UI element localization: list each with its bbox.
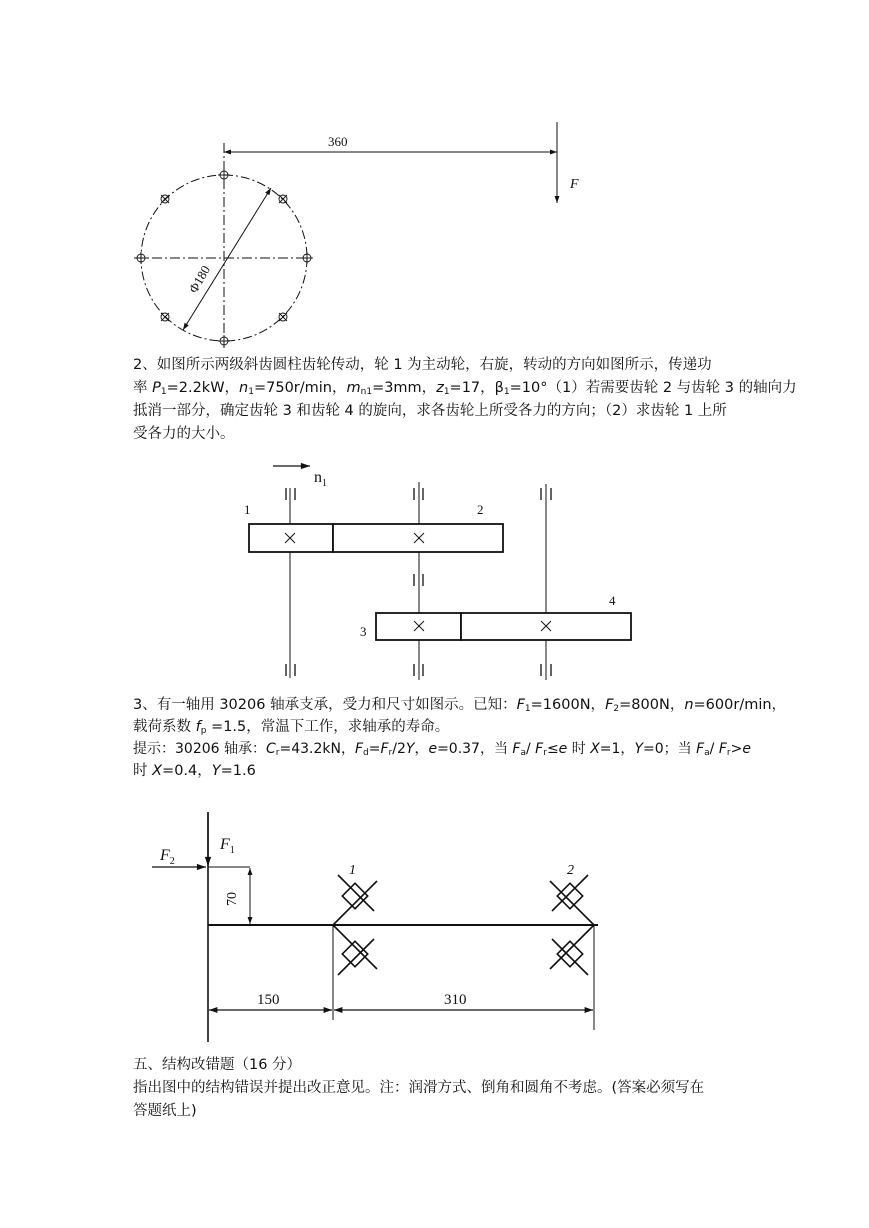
- bearing-1-label: 1: [349, 863, 356, 878]
- problem3-line1: 3、有一轴用 30206 轴承支承，受力和尺寸如图示。已知：$F_1=1600N$，$F_2=800N$，n=600r/min，: [133, 697, 787, 714]
- problem2-line2: 率 $P_1=2.2kW$，$n_1=750r/\min$，$m_{n1}=3mm$，$z_1=17$，$\beta_1=10^\circ(1)$若需要齿轮 2 与齿轮 3 的轴向力: [133, 380, 797, 397]
- dim70-label: 70: [225, 892, 240, 906]
- diameter-dimension-line: [183, 188, 271, 330]
- shaft-bearing-figure: [152, 812, 598, 1042]
- problem2-line4: 受各力的大小。: [133, 426, 235, 442]
- force-f-label: F: [570, 177, 579, 192]
- gear-1-label: 1: [244, 502, 251, 517]
- gear-1: [249, 524, 333, 552]
- section5-line2: 答题纸上): [133, 1103, 197, 1119]
- problem2-line1: 2、如图所示两级斜齿圆柱齿轮传动，轮 1 为主动轮，右旋，转动的方向如图所示，传递功: [133, 357, 712, 373]
- problem3-line3: 提示：30206 轴承：$C_r=43.2kN$，$F_d=F_r/2Y$，e=0.37，当 $F_a/$ $F_r\le e$ 时 X=1，Y=0；当 $F_a/$ $F_r>e$: [133, 741, 751, 758]
- gear-4-label: 4: [609, 593, 616, 608]
- section5-line1: 指出图中的结构错误并提出改正意见。注：润滑方式、倒角和圆角不考虑。(答案必须写在: [133, 1080, 705, 1096]
- section5-heading: 五、结构改错题（16 分）: [133, 1057, 302, 1073]
- dim150-label: 150: [257, 992, 280, 1008]
- problem3-line2: 载荷系数 $f_p =1.5$，常温下工作，求轴承的寿命。: [133, 719, 450, 736]
- bearing-2-label: 2: [567, 863, 574, 878]
- dimension-360-label: 360: [328, 134, 348, 149]
- bolt-circle-figure: [134, 122, 557, 348]
- problem2-line3: 抵消一部分，确定齿轮 3 和齿轮 4 的旋向，求各齿轮上所受各力的方向；（2）求齿轮 1 上所: [133, 403, 727, 419]
- f2-label: $F_2$: [160, 847, 175, 867]
- gear-2: [333, 524, 503, 552]
- gear-train-figure: [249, 466, 631, 680]
- gear-3-label: 3: [360, 624, 367, 639]
- gear-2-label: 2: [477, 502, 484, 517]
- n1-label: $n_1$: [314, 469, 327, 489]
- f1-label: $F_1$: [220, 836, 235, 856]
- diameter-label: Φ180: [185, 262, 214, 296]
- problem3-line4: 时 X=0.4，Y=1.6: [133, 763, 256, 779]
- dim310-label: 310: [444, 992, 467, 1008]
